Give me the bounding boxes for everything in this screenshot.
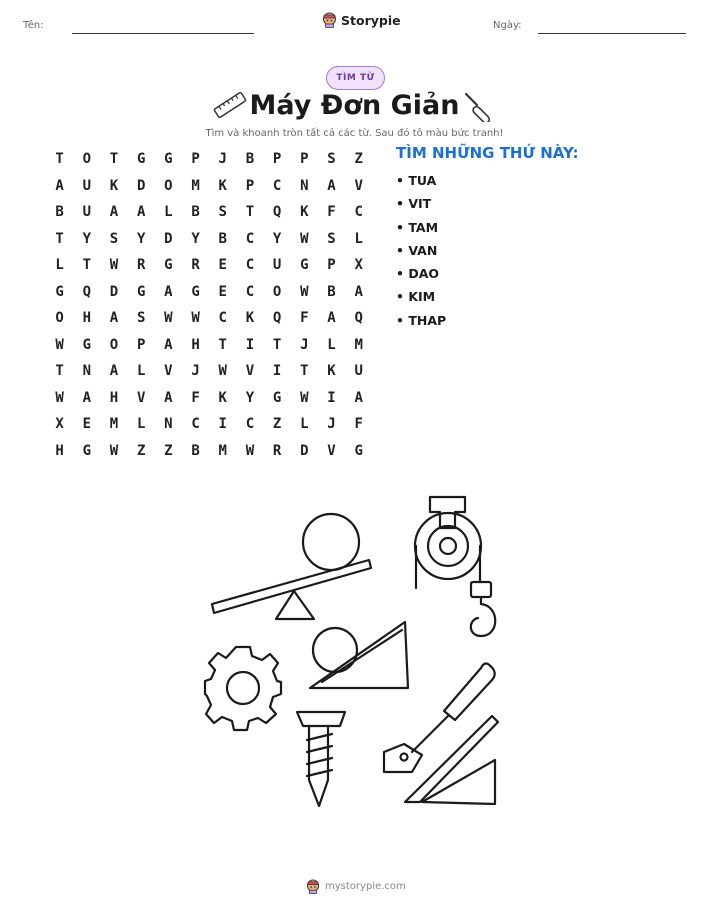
grid-cell[interactable]: B — [218, 230, 227, 247]
grid-cell[interactable]: L — [136, 416, 146, 432]
word-list — [396, 172, 446, 335]
grid-cell[interactable]: O — [82, 151, 91, 167]
grid-cell[interactable]: I — [245, 336, 255, 353]
pulley-with-hook — [415, 497, 495, 636]
grid-cell[interactable]: I — [272, 363, 282, 379]
screwdriver-icon — [462, 90, 494, 122]
grid-cell[interactable]: W — [300, 230, 309, 247]
footer — [306, 879, 406, 894]
date-line[interactable] — [538, 33, 686, 34]
grid-cell[interactable]: N — [82, 363, 91, 379]
grid-cell[interactable]: P — [245, 177, 255, 194]
name-line[interactable] — [72, 33, 254, 34]
find-list-title: TÌM NHỮNG THỨ NÀY: — [396, 144, 579, 162]
grid-cell[interactable]: A — [109, 204, 119, 220]
grid-cell[interactable]: N — [164, 416, 173, 432]
word-item: • VIT — [396, 196, 432, 212]
grid-cell[interactable]: G — [272, 389, 282, 406]
grid-cell[interactable]: Y — [245, 389, 255, 406]
grid-cell[interactable]: T — [109, 151, 119, 167]
grid-cell[interactable]: Y — [191, 230, 200, 247]
grid-cell[interactable]: L — [55, 257, 64, 273]
grid-cell[interactable]: A — [109, 363, 119, 379]
storypie-logo-icon — [306, 879, 320, 894]
grid-cell[interactable]: O — [109, 336, 119, 353]
grid-cell[interactable]: G — [55, 283, 64, 300]
grid-cell[interactable]: A — [55, 177, 64, 194]
grid-cell[interactable]: W — [55, 389, 64, 406]
grid-cell[interactable]: W — [109, 257, 119, 273]
word-item: • DAO — [396, 266, 440, 282]
grid-cell[interactable]: L — [300, 416, 309, 432]
grid-row — [46, 226, 372, 253]
grid-cell[interactable]: V — [354, 177, 363, 194]
grid-cell[interactable]: P — [300, 151, 309, 167]
word-item: • VAN — [396, 242, 438, 258]
grid-cell[interactable]: Y — [136, 230, 146, 247]
grid-cell[interactable]: T — [55, 230, 64, 247]
name-label: Tên: — [23, 20, 44, 31]
grid-cell[interactable]: C — [272, 177, 282, 194]
word-item: • KIM — [396, 289, 436, 305]
grid-cell[interactable]: T — [245, 204, 255, 220]
grid-cell[interactable]: K — [109, 177, 119, 194]
grid-cell[interactable]: Q — [354, 310, 363, 326]
grid-cell[interactable]: P — [272, 151, 282, 167]
grid-cell[interactable]: A — [136, 204, 146, 220]
grid-cell[interactable]: O — [164, 177, 173, 194]
grid-cell[interactable]: A — [327, 310, 336, 326]
grid-cell[interactable]: U — [272, 257, 282, 273]
grid-cell[interactable]: V — [164, 363, 173, 379]
grid-cell[interactable]: B — [191, 204, 200, 220]
grid-row — [46, 411, 372, 438]
grid-cell[interactable]: D — [300, 442, 309, 459]
grid-cell[interactable]: Q — [272, 204, 282, 220]
word-item: • TAM — [396, 219, 439, 235]
grid-cell[interactable]: G — [164, 257, 173, 273]
grid-cell[interactable]: C — [245, 257, 255, 273]
grid-cell[interactable]: G — [164, 151, 173, 167]
grid-row — [46, 385, 372, 412]
grid-cell[interactable]: I — [327, 389, 336, 406]
grid-row — [46, 252, 372, 279]
word-search-badge: TÌM TỪ — [326, 66, 385, 90]
grid-cell[interactable]: I — [218, 416, 227, 432]
grid-cell[interactable]: W — [164, 310, 173, 326]
grid-row — [46, 358, 372, 385]
grid-cell[interactable]: H — [109, 389, 119, 406]
grid-cell[interactable]: J — [218, 151, 227, 167]
grid-cell[interactable]: K — [327, 363, 336, 379]
grid-cell[interactable]: U — [82, 204, 91, 220]
grid-cell[interactable]: W — [218, 363, 227, 379]
grid-cell[interactable]: H — [191, 336, 200, 353]
grid-cell[interactable]: M — [191, 177, 200, 194]
grid-cell[interactable]: A — [164, 336, 173, 353]
grid-cell[interactable]: D — [164, 230, 173, 247]
grid-cell[interactable]: V — [136, 389, 146, 406]
footer-url: mystorypie.com — [325, 881, 406, 892]
grid-cell[interactable]: W — [300, 389, 309, 406]
grid-cell[interactable]: C — [191, 416, 200, 432]
grid-row — [46, 438, 372, 465]
grid-cell[interactable]: K — [300, 204, 309, 220]
grid-cell[interactable]: E — [82, 416, 91, 432]
grid-cell[interactable]: K — [245, 310, 255, 326]
grid-row — [46, 332, 372, 359]
grid-cell[interactable]: R — [191, 257, 200, 273]
grid-cell[interactable]: G — [191, 283, 200, 300]
grid-cell[interactable]: V — [327, 442, 336, 459]
grid-cell[interactable]: F — [327, 204, 336, 220]
grid-cell[interactable]: Q — [82, 283, 91, 300]
word-search-grid — [46, 146, 372, 464]
grid-cell[interactable]: J — [191, 363, 200, 379]
grid-cell[interactable]: W — [55, 336, 64, 353]
grid-cell[interactable]: W — [300, 283, 309, 300]
grid-cell[interactable]: G — [82, 336, 91, 353]
lever-seesaw — [212, 514, 371, 619]
grid-cell[interactable]: S — [218, 204, 227, 220]
grid-cell[interactable]: O — [272, 283, 282, 300]
grid-cell[interactable]: T — [272, 336, 282, 353]
grid-cell[interactable]: M — [109, 416, 119, 432]
grid-cell[interactable]: A — [354, 283, 363, 300]
grid-cell[interactable]: J — [327, 416, 336, 432]
grid-cell[interactable]: H — [82, 310, 91, 326]
word-item: • THAP — [396, 312, 447, 328]
grid-cell[interactable]: G — [82, 442, 91, 459]
grid-row — [46, 279, 372, 306]
grid-cell[interactable]: T — [55, 363, 64, 379]
grid-cell[interactable]: R — [136, 257, 146, 273]
grid-cell[interactable]: W — [191, 310, 200, 326]
grid-cell[interactable]: Z — [164, 442, 173, 459]
grid-cell[interactable]: A — [354, 389, 363, 406]
grid-cell[interactable]: G — [300, 257, 309, 273]
grid-cell[interactable]: Q — [272, 310, 282, 326]
grid-cell[interactable]: X — [55, 416, 64, 432]
grid-cell[interactable]: Z — [136, 442, 146, 459]
grid-row — [46, 199, 372, 226]
grid-cell[interactable]: U — [82, 177, 91, 194]
grid-cell[interactable]: L — [136, 363, 146, 379]
grid-cell[interactable]: C — [354, 204, 363, 220]
grid-cell[interactable]: S — [109, 230, 119, 247]
grid-cell[interactable]: Z — [272, 416, 282, 432]
brand-name: Storypie — [341, 12, 401, 28]
grid-cell[interactable]: E — [218, 283, 227, 300]
grid-cell[interactable]: A — [82, 389, 91, 406]
grid-cell[interactable]: O — [55, 310, 64, 326]
grid-cell[interactable]: F — [354, 416, 363, 432]
grid-cell[interactable]: B — [327, 283, 336, 300]
grid-cell[interactable]: S — [327, 151, 336, 167]
grid-cell[interactable]: L — [164, 204, 173, 220]
screw — [297, 712, 345, 806]
grid-row — [46, 173, 372, 200]
grid-cell[interactable]: S — [327, 230, 336, 247]
grid-cell[interactable]: W — [109, 442, 119, 459]
grid-row — [46, 305, 372, 332]
grid-cell[interactable]: T — [300, 363, 309, 379]
grid-cell[interactable]: P — [136, 336, 146, 353]
grid-cell[interactable]: R — [272, 442, 282, 459]
grid-cell[interactable]: L — [327, 336, 336, 353]
grid-cell[interactable]: D — [136, 177, 146, 194]
grid-cell[interactable]: P — [191, 151, 200, 167]
grid-cell[interactable]: A — [327, 177, 336, 194]
grid-cell[interactable]: C — [245, 416, 255, 432]
page-title: Máy Đơn Giản — [249, 90, 460, 121]
wedge-tool — [384, 664, 498, 805]
grid-cell[interactable]: M — [354, 336, 363, 353]
gear — [205, 647, 281, 730]
grid-cell[interactable]: B — [55, 204, 64, 220]
grid-cell[interactable]: C — [245, 283, 255, 300]
grid-cell[interactable]: G — [136, 283, 146, 300]
grid-cell[interactable]: A — [164, 283, 173, 300]
grid-cell[interactable]: C — [218, 310, 227, 326]
grid-cell[interactable]: Y — [82, 230, 91, 247]
grid-cell[interactable]: A — [109, 310, 119, 326]
grid-cell[interactable]: K — [218, 177, 227, 194]
word-item: • TUA — [396, 173, 437, 188]
instructions: Tìm và khoanh tròn tất cả các từ. Sau đó tô màu bức tranh! — [205, 128, 504, 139]
grid-cell[interactable]: P — [327, 257, 336, 273]
grid-cell[interactable]: V — [245, 363, 255, 379]
grid-cell[interactable]: M — [218, 442, 227, 459]
grid-cell[interactable]: X — [354, 257, 363, 273]
grid-cell[interactable]: G — [354, 442, 363, 459]
grid-cell[interactable]: K — [218, 389, 227, 406]
grid-cell[interactable]: N — [300, 177, 309, 194]
grid-cell[interactable]: J — [300, 336, 309, 353]
simple-machines-illustration — [190, 480, 530, 820]
grid-cell[interactable]: T — [82, 257, 91, 273]
grid-cell[interactable]: W — [245, 442, 255, 459]
date-label: Ngày: — [493, 20, 522, 31]
grid-row — [46, 146, 372, 173]
grid-cell[interactable]: S — [136, 310, 146, 326]
grid-cell[interactable]: B — [245, 151, 255, 167]
grid-cell[interactable]: A — [164, 389, 173, 406]
grid-cell[interactable]: H — [55, 442, 64, 459]
grid-cell[interactable]: E — [218, 257, 227, 273]
storypie-logo-icon — [322, 12, 337, 28]
grid-cell[interactable]: U — [354, 363, 363, 379]
grid-cell[interactable]: G — [136, 151, 146, 167]
grid-cell[interactable]: T — [55, 151, 64, 167]
grid-cell[interactable]: B — [191, 442, 200, 459]
grid-cell[interactable]: D — [109, 283, 119, 300]
grid-cell[interactable]: Z — [354, 151, 363, 167]
ball-on-ramp — [310, 622, 408, 688]
grid-cell[interactable]: L — [354, 230, 363, 247]
grid-cell[interactable]: F — [191, 389, 200, 406]
grid-cell[interactable]: Y — [272, 230, 282, 247]
grid-cell[interactable]: C — [245, 230, 255, 247]
grid-cell[interactable]: T — [218, 336, 227, 353]
grid-cell[interactable]: F — [300, 310, 309, 326]
brand-logo — [322, 12, 401, 28]
